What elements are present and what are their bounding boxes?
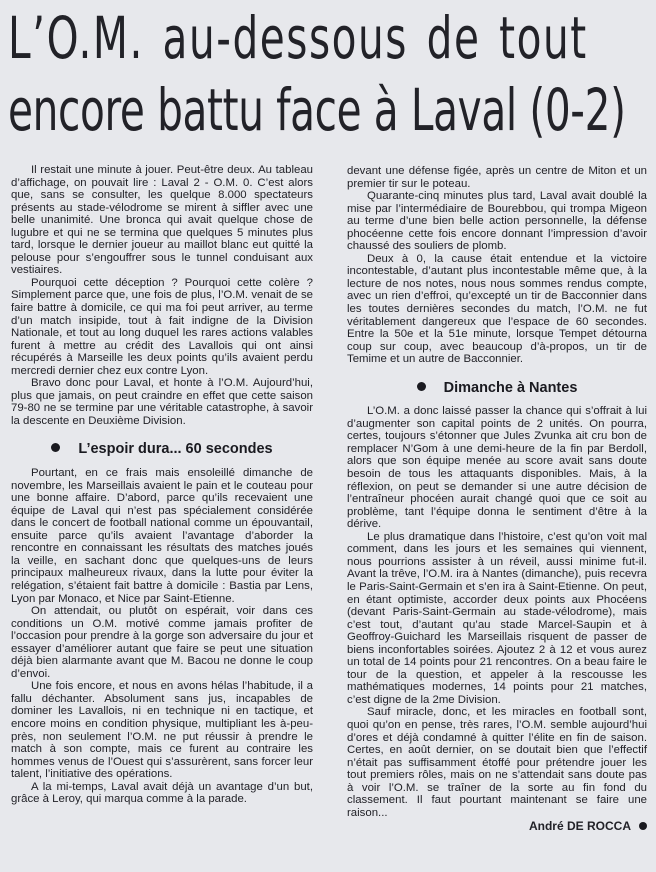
subheading-espoir bbox=[11, 443, 313, 456]
bullet-icon bbox=[51, 443, 60, 452]
paragraph: On attendait, ou plutôt on espérait, voir dans ces conditions un O.M. motivé comme jamais profiter de l’occasion pour prendre à la gorge son adversaire du jour et essayer d’améliorer autant que faire se peut une situation déjà bien alarmante avant que M. Bacou ne donne le coup d’envoi. bbox=[11, 605, 313, 680]
paragraph: Sauf miracle, donc, et les miracles en football sont, quoi qu’on en pense, très rares, l’O.M. semble aujourd’hui d’ores et déjà condamné à quitter l’élite en fin de saison. Certes, en août dernier, on se doutait bien que l’effectif n’était pas suffisamment étoffé pour prétendre jouer les tout premiers rôles, mais on ne s’attendait sans doute pas à voir l’O.M. se traîner de la sorte au fin fond du classement. Il faut pourtant maintenant se faire une raison... bbox=[347, 706, 647, 819]
paragraph: Pourquoi cette déception ? Pourquoi cette colère ? Simplement parce que, une fois de plus, l’O.M. venait de se faire battre à domicile, ce qui ma foi peut arriver, au terme d’un match insipide, tout à fait indigne de la Division Nationale, et tout au long duquel les rares actions valables furent à mettre au crédit des Lavallois qui ont ainsi récupérés à Marseille les deux points qu’ils avaient perdu mercredi dernier chez eux contre Lyon. bbox=[11, 276, 313, 377]
byline bbox=[347, 820, 647, 833]
headline-line-1: L’O.M. au-dessous de tout bbox=[8, 4, 588, 72]
paragraph: Quarante-cinq minutes plus tard, Laval avait doublé la mise par l’intermédiaire de Bourebbou, qui trompa Migeon au terme d’une bien belle action personnelle, la défense phocéenne cette fois encore donnant l’impression d’avoir chaussé des souliers de plomb. bbox=[347, 190, 647, 253]
author-name: André DE ROCCA bbox=[528, 819, 631, 834]
subheading-text: Dimanche à Nantes bbox=[443, 379, 578, 396]
article-headline bbox=[8, 2, 626, 146]
paragraph: L’O.M. a donc laissé passer la chance qui s’offrait à lui d’augmenter son capital points de 2 unités. On pourra, certes, toujours s’étonner que Jules Zvunka ait cru bon de remplacer N’Gom à une demi-heure de la fin par Berdoll, alors que son équipe menée au score avait sans doute besoin de tous les attaquants disponibles. Mais, à la réflexion, on peut se demander si une autre décision de l’entraîneur phocéen aurait changé quoi que ce soit au problème, tant l’équipe donna le sentiment d’être à la dérive. bbox=[347, 405, 647, 531]
left-column bbox=[11, 164, 313, 806]
right-column bbox=[347, 165, 647, 833]
paragraph: A la mi-temps, Laval avait déjà un avantage d’un but, grâce à Leroy, qui marqua comme à la parade. bbox=[11, 780, 313, 806]
paragraph: Il restait une minute à jouer. Peut-être deux. Au tableau d’affichage, on pouvait lire : Laval 2 - O.M. 0. C’est alors que, sans se consulter, les quelque 8.000 spectateurs présents au stade-vélodrome se mirent à siffler avec une belle unanimité. Une bronca qui avait quelque chose de lugubre et qui ne se termina que quelques 5 minutes plus tard, lorsque le dernier joueur au maillot blanc eut quitté la pelouse pour s’engouffrer sous le tunnel conduisant aux vestiaires. bbox=[11, 164, 313, 277]
bullet-icon bbox=[639, 822, 647, 830]
headline-line-2: encore battu face à Laval (0-2) bbox=[8, 76, 626, 144]
paragraph: Le plus dramatique dans l’histoire, c’est qu’on voit mal comment, dans les jours et les semaines qui viennent, nous pourrions assister à un réveil, aussi minime fut-il. Avant la trêve, l’O.M. ira à Nantes (dimanche), puis recevra le Paris-Saint-Germain et s’en ira à Saint-Etienne. On peut, en étant optimiste, accorder deux points aux Phocéens (devant Paris-Saint-Germain au stade-vélodrome), mais c’est tout, d’autant qu’au stade Marcel-Saupin et à Geoffroy-Guichard les Marseillais risquent de passer de biens inconfortables soirées. Ajoutez 2 à 12 et vous aurez un total de 14 points pour 21 rencontres. On a beau faire le tour de la question, et appeler à la rescousse les mathématiques modernes, 14 points pour 21 matches, c’est digne de la 2me Division. bbox=[347, 530, 647, 706]
subheading-nantes bbox=[347, 379, 647, 396]
paragraph: Bravo donc pour Laval, et honte à l’O.M. Aujourd’hui, plus que jamais, on peut craindre en effet que cette saison 79-80 ne se termine par une véritable catastrophe, à savoir la descente en Deuxième Division. bbox=[11, 377, 313, 427]
paragraph: Deux à 0, la cause était entendue et la victoire incontestable, d’autant plus incontestable même que, à la lecture de nos notes, nous nous sommes rendus compte, avec un rien d’effroi, qu’excepté un tir de Bacconnier dans les toutes dernières secondes du match, l’O.M. ne fut véritablement dangereux que l’espace de 60 secondes. Entre la 50e et la 51e minute, lorsque Tempet détourna coup sur coup, avec beaucoup d’à-propos, un tir de Temime et un autre de Bacconnier. bbox=[347, 252, 647, 366]
paragraph: Pourtant, en ce frais mais ensoleillé dimanche de novembre, les Marseillais avaient le pain et le couteau pour une bonne affaire. D’abord, parce qu’ils recevaient une équipe de Laval qui n’est pas spécialement considérée dans le concert de football national comme un épouvantail, ensuite parce qu’ils avaient l’avantage d’aborder la rencontre en connaissant les résultats des matches joués la veille, en sachant donc que quelques-uns de leurs principaux malheureux rivaux, dans la lutte pour éviter la relégation, s’étaient fait battre à domicile : Bastia par Lens, Lyon par Monaco, et Nice par Saint-Etienne. bbox=[11, 467, 313, 605]
paragraph: devant une défense figée, après un centre de Miton et un premier tir sur le poteau. bbox=[347, 165, 647, 190]
subheading-text: L’espoir dura... 60 secondes bbox=[78, 441, 273, 458]
bullet-icon bbox=[417, 382, 426, 391]
paragraph: Une fois encore, et nous en avons hélas l’habitude, il a fallu déchanter. Absolument sans jus, incapables de dominer les Lavallois, ni en technique ni en tactique, et encore moins en condition physique, multipliant les à-peu-près, non seulement l’O.M. ne put réussir à prendre le match à son compte, mais ce furent au contraire les hommes venus de l’Ouest qui s’assurèrent, sans forcer leur talent, l’initiative des opérations. bbox=[11, 680, 313, 781]
